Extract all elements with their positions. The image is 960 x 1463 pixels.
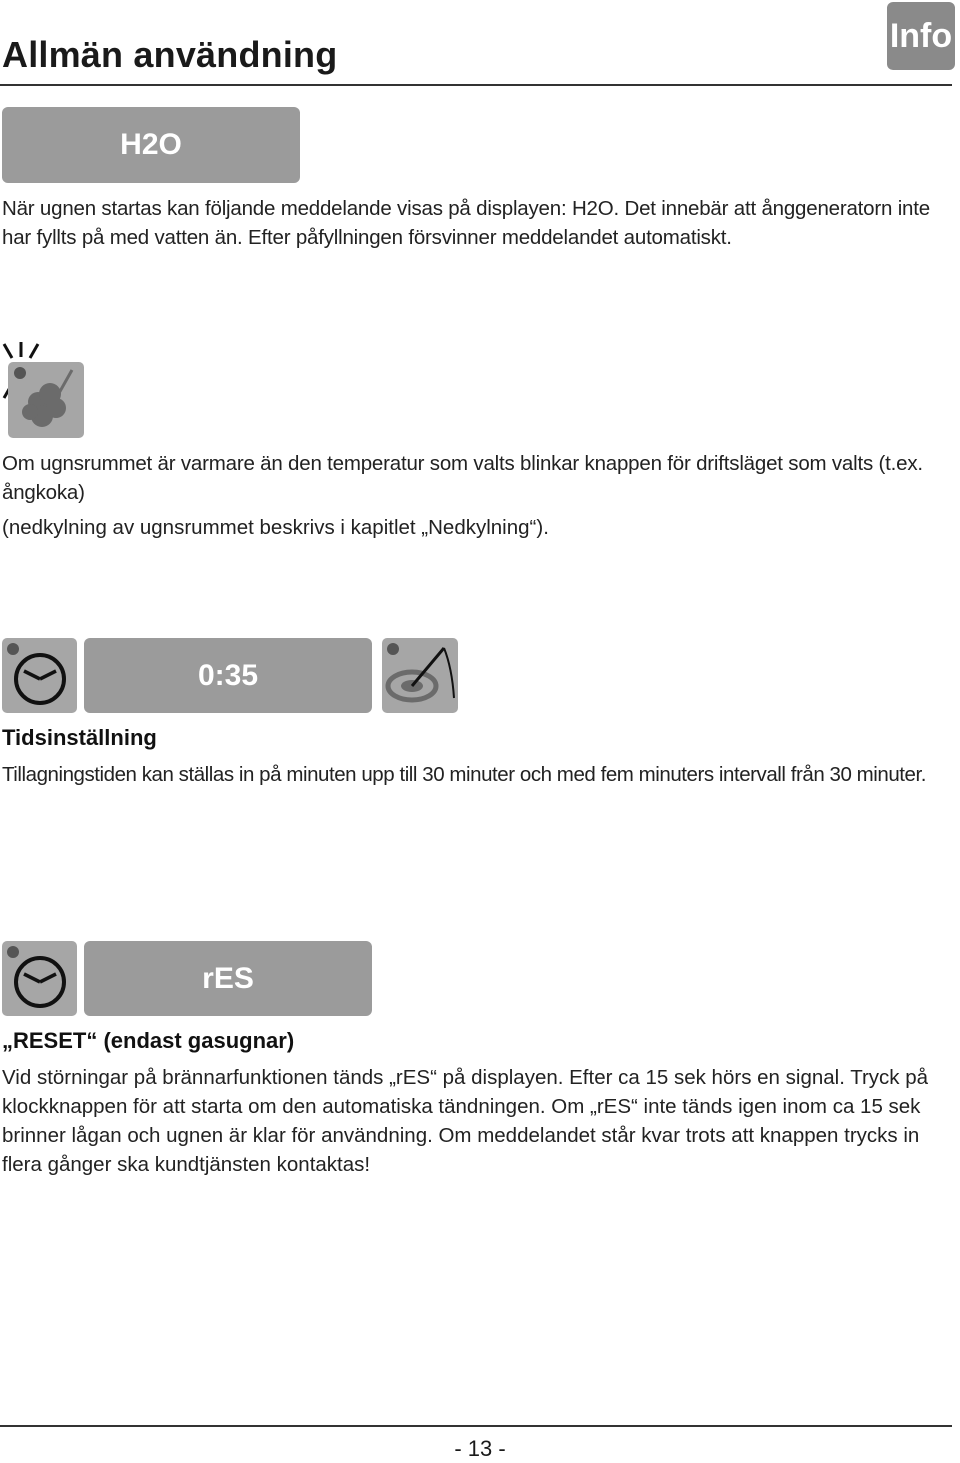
clock-button (2, 638, 77, 713)
probe-icon (382, 638, 458, 713)
h2o-description: När ugnen startas kan följande meddelande visas på displayen: H2O. Det innebär att ånggeneratorn inte har fyllts på med vatten än. Efter påfyllningen försvinner meddelandet automatiskt. (2, 197, 930, 249)
page-title: Allmän användning (2, 34, 338, 75)
info-tab: Info (887, 2, 955, 70)
blink-description: Om ugnsrummet är varmare än den temperatur som valts blinkar knappen för driftsläget som valts (t.ex. ångkoka) (2, 452, 923, 504)
steam-mode-button (8, 362, 84, 438)
timer-display: 0:35 (84, 638, 372, 713)
clock-button-reset (2, 941, 77, 1016)
reset-heading: „RESET“ (endast gasugnar) (2, 1028, 295, 1053)
steam-mode-icon (8, 362, 84, 438)
reset-description: Vid störningar på brännarfunktionen tänds „rES“ på displayen. Efter ca 15 sek hörs en signal. Tryck på klockknappen för att starta om den automatiska tändningen. Om „rES“ inte tänds igen inom ca 15 sek brinner lågan och ugnen är klar för användning. Om meddelandet står kvar trots att knappen trycks in flera gånger ska kundtjänsten kontaktas! (2, 1066, 929, 1176)
core-probe-button (382, 638, 458, 713)
blinking-steam-button (0, 340, 90, 440)
reset-display: rES (84, 941, 372, 1016)
h2o-display: H2O (2, 107, 300, 183)
cooldown-note: (nedkylning av ugnsrummet beskrivs i kapitlet „Nedkylning“). (2, 516, 549, 539)
clock-icon (2, 941, 77, 1016)
timer-description: Tillagningstiden kan ställas in på minuten upp till 30 minuter och med fem minuters intervall från 30 minuter. (2, 763, 926, 786)
page-number: - 13 - (454, 1436, 506, 1461)
clock-icon (2, 638, 77, 713)
timer-heading: Tidsinställning (2, 725, 157, 750)
footer-divider (0, 1425, 952, 1427)
header-divider (0, 84, 952, 86)
